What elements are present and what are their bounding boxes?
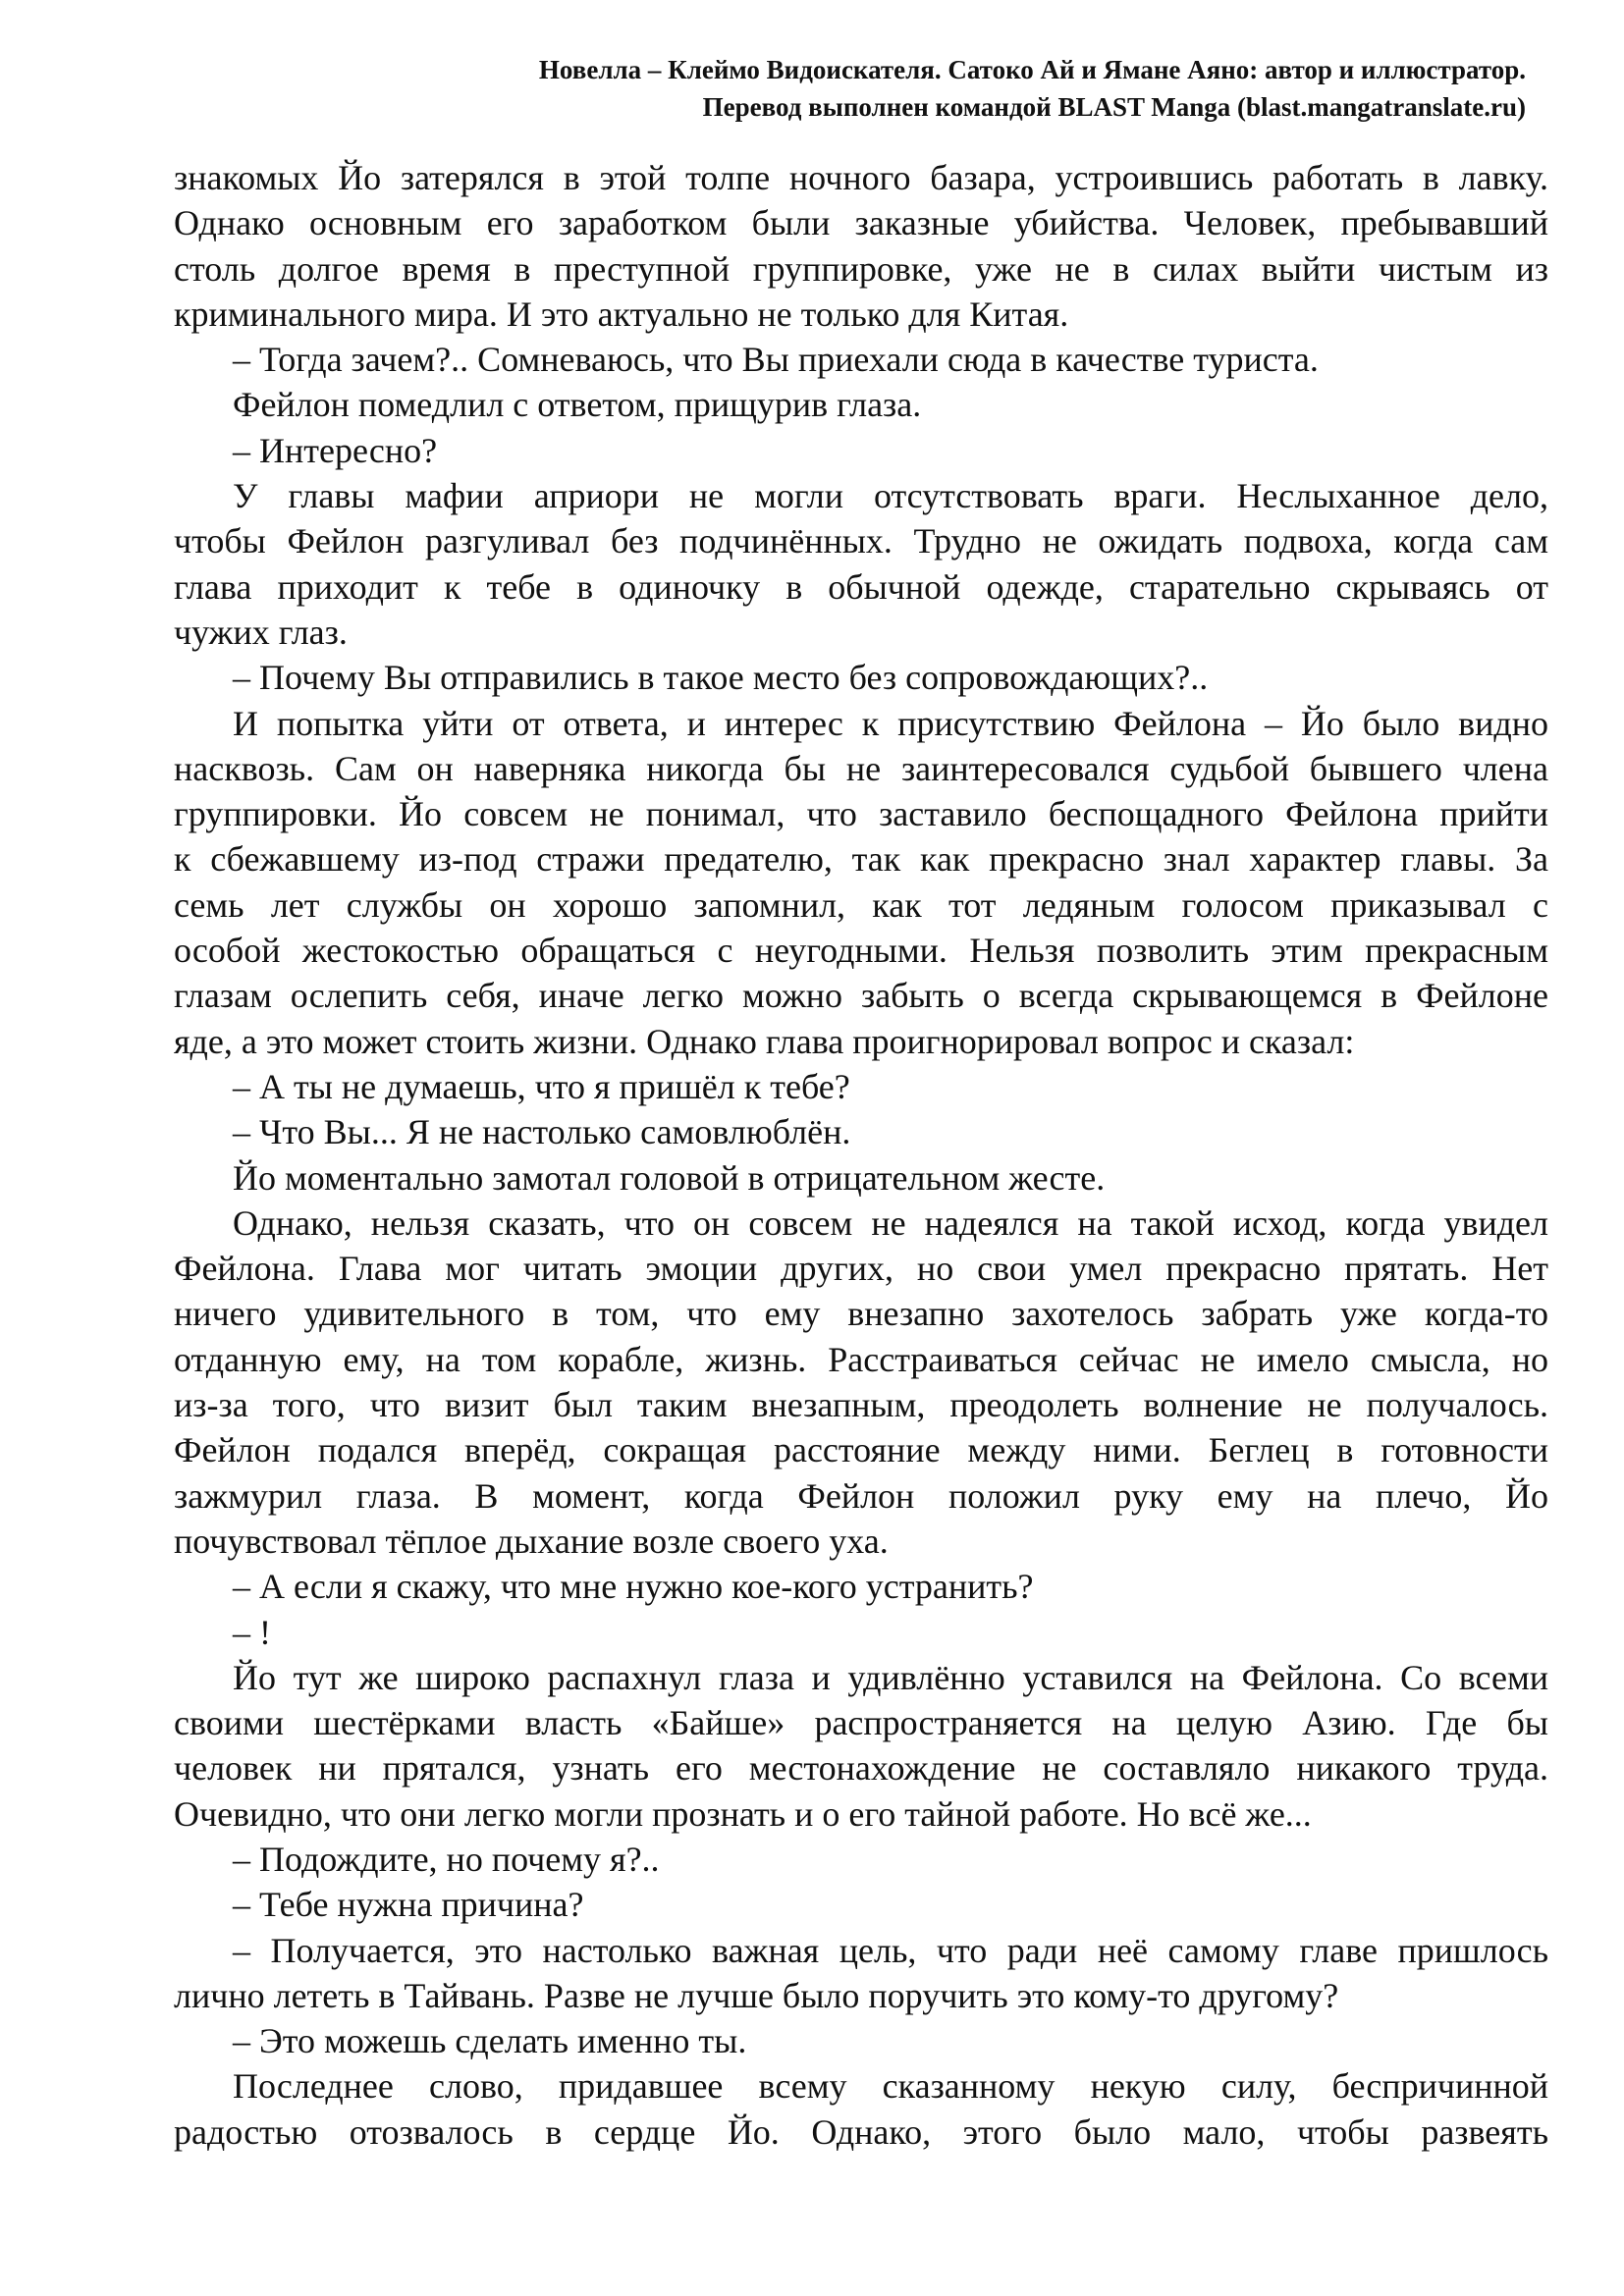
text-line: столь долгое время в преступной группировке, уже не в силах выйти чистым из: [174, 248, 1548, 289]
header-credit-line: Перевод выполнен командой BLAST Manga (blast.mangatranslate.ru): [702, 92, 1526, 122]
text-line: отданную ему, на том корабле, жизнь. Расстраиваться сейчас не имело смысла, но: [174, 1339, 1548, 1379]
text-line: Фейлон подался вперёд, сокращая расстояние между ними. Беглец в готовности: [174, 1430, 1548, 1470]
text-line: У главы мафии априори не могли отсутствовать враги. Неслыханное дело,: [233, 476, 1548, 516]
text-line: – А если я скажу, что мне нужно кое-кого устранить?: [233, 1567, 1034, 1607]
text-line: радостью отозвалось в сердце Йо. Однако, этого было мало, чтобы развеять: [174, 2111, 1548, 2152]
header-title-line: Новелла – Клеймо Видоискателя. Сатоко Ай и Ямане Аяно: автор и иллюстратор.: [538, 55, 1526, 84]
text-line: Однако основным его заработком были заказные убийства. Человек, пребывавший: [174, 203, 1548, 243]
text-line: семь лет службы он хорошо запомнил, как тот ледяным голосом приказывал с: [174, 884, 1548, 925]
text-line: своими шестёрками власть «Байше» распространяется на целую Азию. Где бы: [174, 1703, 1548, 1743]
text-line: глазам ослепить себя, иначе легко можно забыть о всегда скрывающемся в Фейлоне: [174, 976, 1548, 1016]
text-line: И попытка уйти от ответа, и интерес к присутствию Фейлона – Йо было видно: [233, 703, 1548, 743]
text-line: лично лететь в Тайвань. Разве не лучше было поручить это кому-то другому?: [174, 1975, 1339, 2015]
text-line: группировки. Йо совсем не понимал, что заставило беспощадного Фейлона прийти: [174, 794, 1548, 834]
text-line: из-за того, что визит был таким внезапным, преодолеть волнение не получалось.: [174, 1385, 1548, 1425]
text-line: – Это можешь сделать именно ты.: [233, 2021, 747, 2061]
text-line: Фейлона. Глава мог читать эмоции других, но свои умел прекрасно прятать. Нет: [174, 1249, 1548, 1289]
text-line: – Тогда зачем?.. Сомневаюсь, что Вы приехали сюда в качестве туриста.: [233, 340, 1319, 380]
text-line: знакомых Йо затерялся в этой толпе ночного базара, устроившись работать в лавку.: [174, 158, 1548, 197]
body-text: [174, 155, 1548, 2155]
text-line: почувствовал тёплое дыхание возле своего уха.: [174, 1521, 889, 1561]
text-line: насквозь. Сам он наверняка никогда бы не заинтересовался судьбой бывшего члена: [174, 748, 1548, 788]
text-line: ничего удивительного в том, что ему внезапно захотелось забрать уже когда-то: [174, 1294, 1548, 1334]
text-line: – Интересно?: [233, 430, 438, 470]
text-line: Однако, нельзя сказать, что он совсем не надеялся на такой исход, когда увидел: [233, 1202, 1548, 1243]
text-line: Йо моментально замотал головой в отрицательном жесте.: [233, 1157, 1106, 1198]
text-line: Йо тут же широко распахнул глаза и удивлённо уставился на Фейлона. Со всеми: [233, 1657, 1548, 1697]
text-line: особой жестокостью обращаться с неугодными. Нельзя позволить этим прекрасным: [174, 931, 1548, 971]
text-line: Очевидно, что они легко могли прознать и о его тайной работе. Но всё же...: [174, 1793, 1312, 1834]
text-line: – Подождите, но почему я?..: [233, 1839, 660, 1879]
text-line: Последнее слово, придавшее всему сказанному некую силу, беспричинной: [233, 2066, 1548, 2107]
page-header: [348, 51, 1526, 126]
text-line: – !: [233, 1612, 271, 1652]
text-line: Фейлон помедлил с ответом, прищурив глаза.: [233, 385, 922, 425]
text-line: глава приходит к тебе в одиночку в обычной одежде, старательно скрываясь от: [174, 566, 1548, 607]
text-line: – Почему Вы отправились в такое место без сопровождающих?..: [233, 658, 1209, 698]
text-line: криминального мира. И это актуально не только для Китая.: [174, 294, 1069, 334]
text-line: – Получается, это настолько важная цель, что ради неё самому главе пришлось: [233, 1930, 1548, 1970]
text-line: чужих глаз.: [174, 612, 348, 652]
text-line: к сбежавшему из-под стражи предателю, так как прекрасно знал характер главы. За: [174, 839, 1548, 880]
text-line: – А ты не думаешь, что я пришёл к тебе?: [233, 1066, 850, 1106]
text-line: человек ни прятался, узнать его местонахождение не составляло никакого труда.: [174, 1748, 1548, 1789]
text-line: – Тебе нужна причина?: [233, 1885, 584, 1925]
text-line: – Что Вы... Я не настолько самовлюблён.: [233, 1112, 851, 1152]
text-line: чтобы Фейлон разгуливал без подчинённых. Трудно не ожидать подвоха, когда сам: [174, 521, 1548, 561]
text-line: яде, а это может стоить жизни. Однако глава проигнорировал вопрос и сказал:: [174, 1021, 1355, 1061]
text-line: зажмурил глаза. В момент, когда Фейлон положил руку ему на плечо, Йо: [174, 1475, 1548, 1516]
